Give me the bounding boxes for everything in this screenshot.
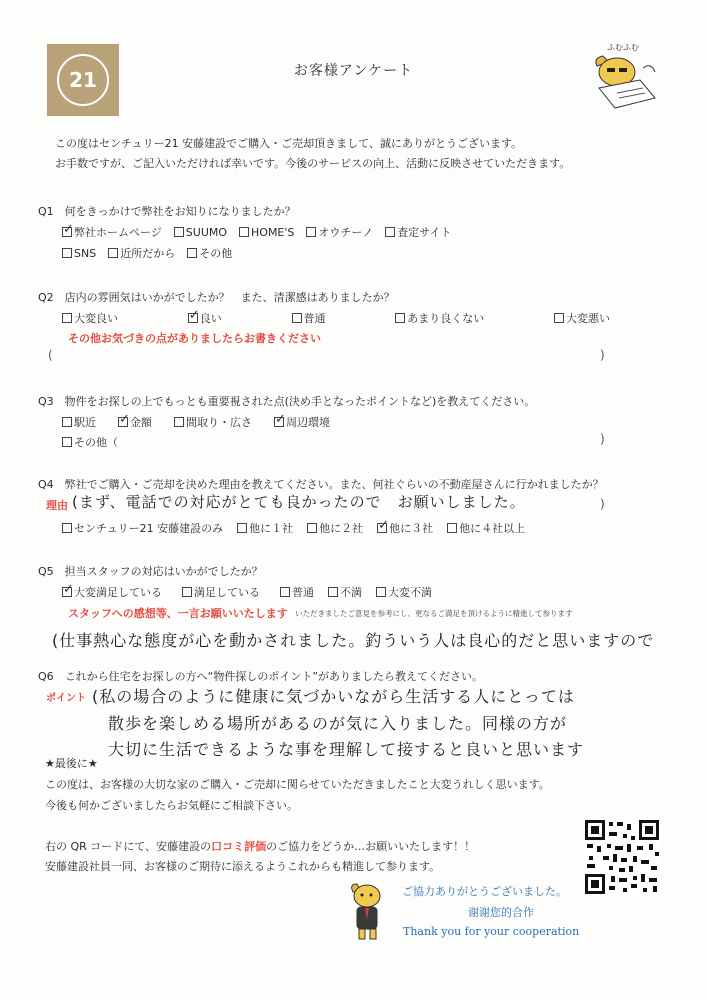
q2-options [62, 310, 622, 326]
intro-line-1: この度はセンチュリー21 安藤建設でご購入・ご売却頂きまして、誠にありがとうございます。 [55, 137, 523, 150]
q2-option-not-good[interactable]: あまり良くない [395, 310, 484, 326]
q2-paren-close: ) [600, 348, 605, 362]
q4-reason-handwritten: (まず、電話での対応がとても良かったので お願いしました。 [72, 493, 526, 511]
q2-prompt: その他お気づきの点がありましたらお書きください [68, 332, 321, 345]
century21-logo [47, 44, 119, 116]
q3-paren-close: ) [600, 432, 605, 446]
checkbox[interactable] [62, 248, 72, 258]
checkbox[interactable] [385, 227, 395, 237]
q4-option-2[interactable]: 他に２社 [307, 520, 363, 536]
checkbox-checked[interactable] [118, 417, 128, 427]
q3-option-ekichika[interactable]: 駅近 [62, 414, 96, 430]
checkbox[interactable] [328, 587, 338, 597]
review-qr-code[interactable] [583, 818, 661, 896]
checkbox[interactable] [447, 523, 457, 533]
thanks-english: Thank you for your cooperation [403, 925, 580, 938]
logo-text: 21 [69, 68, 97, 92]
checkbox[interactable] [554, 313, 564, 323]
q3-options [62, 414, 342, 430]
q2-option-good[interactable]: ✓ 良い [188, 310, 222, 326]
q4-options [62, 520, 537, 536]
q2-paren-open: ( [48, 348, 53, 362]
q1-option-other[interactable]: その他 [187, 245, 232, 261]
checkbox[interactable] [62, 437, 72, 447]
q6-answer-line-2: 散歩を楽しめる場所があるのが気に入りました。同様の方が [108, 714, 568, 733]
q2-option-very-bad[interactable]: 大変悪い [554, 310, 610, 326]
closing-line-4: 安藤建設社員一同、お客様のご期待に添えるようこれからも精進して参ります。 [45, 860, 441, 873]
q6-question: Q6 これから住宅をお探しの方へ“物件探しのポイント”がありましたら教えてください。 [38, 670, 484, 683]
checkbox[interactable] [174, 227, 184, 237]
thanks-japanese: ご協力ありがとうございました。 [402, 885, 567, 898]
q5-option-unsatisfied[interactable]: 不満 [328, 584, 362, 600]
q6-answer-line-3: 大切に生活できるような事を理解して接すると良いと思います [108, 740, 585, 759]
q1-option-suumo[interactable]: SUUMO [174, 224, 227, 240]
thanks-chinese: 谢谢您的合作 [468, 906, 534, 919]
q5-options [62, 584, 444, 600]
q5-question: Q5 担当スタッフの対応はいかがでしたか？ [38, 565, 263, 578]
q1-option-sns[interactable]: SNS [62, 245, 96, 261]
q3-question: Q3 物件をお探しの上でもっとも重要視された点(決め手となったポイントなど)を教えてください。 [38, 395, 536, 408]
q4-paren-close: ) [600, 497, 605, 511]
q5-note: いただきましたご意見を参考にし、更なるご満足を頂けるように精進して参ります [295, 609, 573, 618]
checkbox-checked[interactable] [62, 227, 72, 237]
q1-option-satei[interactable]: 査定サイト [385, 224, 451, 240]
q4-option-3[interactable]: ✓ 他に３社 [377, 520, 433, 536]
q4-option-4plus[interactable]: 他に４社以上 [447, 520, 525, 536]
q6-answer-line-1: (私の場合のように健康に気づかいながら生活する人にとっては [92, 687, 575, 706]
checkbox[interactable] [174, 417, 184, 427]
mascot-text: ふむふむ [607, 43, 639, 52]
checkbox-checked[interactable] [274, 417, 284, 427]
checkbox-checked[interactable] [377, 523, 387, 533]
checkbox[interactable] [108, 248, 118, 258]
closing-line-1: この度は、お客様の大切な家のご購入・ご売却に関らせていただきましたこと大変うれしく思います。 [45, 778, 550, 791]
q1-question: Q1 何をきっかけで弊社をお知りになりましたか？ [38, 205, 296, 218]
closing-line-2: 今後も何かございましたらお気軽にご相談下さい。 [45, 799, 298, 812]
checkbox-checked[interactable] [188, 313, 198, 323]
closing-line-3: 右の QR コードにて、安藤建設の口コミ評価のご協力をどうか…お願いいたします！！ [45, 840, 476, 853]
q5-option-satisfied[interactable]: 満足している [182, 584, 260, 600]
q4-option-1[interactable]: 他に１社 [237, 520, 293, 536]
q1-option-homes[interactable]: HOME'S [239, 224, 294, 240]
q5-answer-handwritten: (仕事熱心な態度が心を動かされました。釣ういう人は良心的だと思いますので [52, 631, 655, 650]
intro-line-2: お手数ですが、ご記入いただければ幸いです。今後のサービスの向上、活動に反映させていただきます。 [55, 157, 571, 170]
closing-heading: ★最後に★ [45, 757, 98, 770]
checkbox[interactable] [395, 313, 405, 323]
q1-option-kinjo[interactable]: 近所だから [108, 245, 175, 261]
q2-question: Q2 店内の雰囲気はいかがでしたか？ また、清潔感はありましたか？ [38, 291, 395, 304]
mascot-dog-illustration [345, 880, 390, 942]
q2-option-normal[interactable]: 普通 [292, 310, 326, 326]
q5-option-normal[interactable]: 普通 [280, 584, 314, 600]
q5-prompt: スタッフへの感想等、一言お願いいたします [68, 607, 288, 620]
q3-option-price[interactable]: ✓ 金額 [118, 414, 152, 430]
q1-options-row-1 [62, 224, 463, 240]
q3-other-row [62, 434, 130, 450]
q5-option-very-unsatisfied[interactable]: 大変不満 [376, 584, 432, 600]
checkbox[interactable] [292, 313, 302, 323]
checkbox[interactable] [239, 227, 249, 237]
checkbox[interactable] [306, 227, 316, 237]
checkbox[interactable] [62, 313, 72, 323]
checkbox[interactable] [237, 523, 247, 533]
checkbox[interactable] [376, 587, 386, 597]
page-title: お客様アンケート [293, 63, 414, 79]
checkbox[interactable] [62, 523, 72, 533]
q3-option-surroundings[interactable]: ✓ 周辺環境 [274, 414, 330, 430]
q6-point-label: ポイント [46, 693, 86, 704]
mascot-writing-illustration [585, 38, 665, 113]
q4-option-only-c21[interactable]: センチュリー21 安藤建設のみ [62, 520, 223, 536]
checkbox[interactable] [187, 248, 197, 258]
q4-reason-label: 理由 [46, 499, 68, 512]
checkbox[interactable] [182, 587, 192, 597]
q3-option-other[interactable]: その他（ [62, 434, 118, 450]
checkbox[interactable] [307, 523, 317, 533]
checkbox-checked[interactable] [62, 587, 72, 597]
q1-option-ouchino[interactable]: オウチーノ [306, 224, 373, 240]
q2-option-very-good[interactable]: 大変良い [62, 310, 118, 326]
q1-options-row-2 [62, 245, 244, 261]
q5-option-very-satisfied[interactable]: ✓ 大変満足している [62, 584, 162, 600]
q3-option-layout[interactable]: 間取り・広さ [174, 414, 252, 430]
q1-option-homepage[interactable]: ✓ 弊社ホームページ [62, 224, 162, 240]
checkbox[interactable] [62, 417, 72, 427]
review-highlight: 口コミ評価 [211, 840, 267, 853]
q4-question: Q4 弊社でご購入・ご売却を決めた理由を教えてください。また、何社ぐらいの不動産屋さんに行かれましたか？ [38, 478, 604, 491]
checkbox[interactable] [280, 587, 290, 597]
